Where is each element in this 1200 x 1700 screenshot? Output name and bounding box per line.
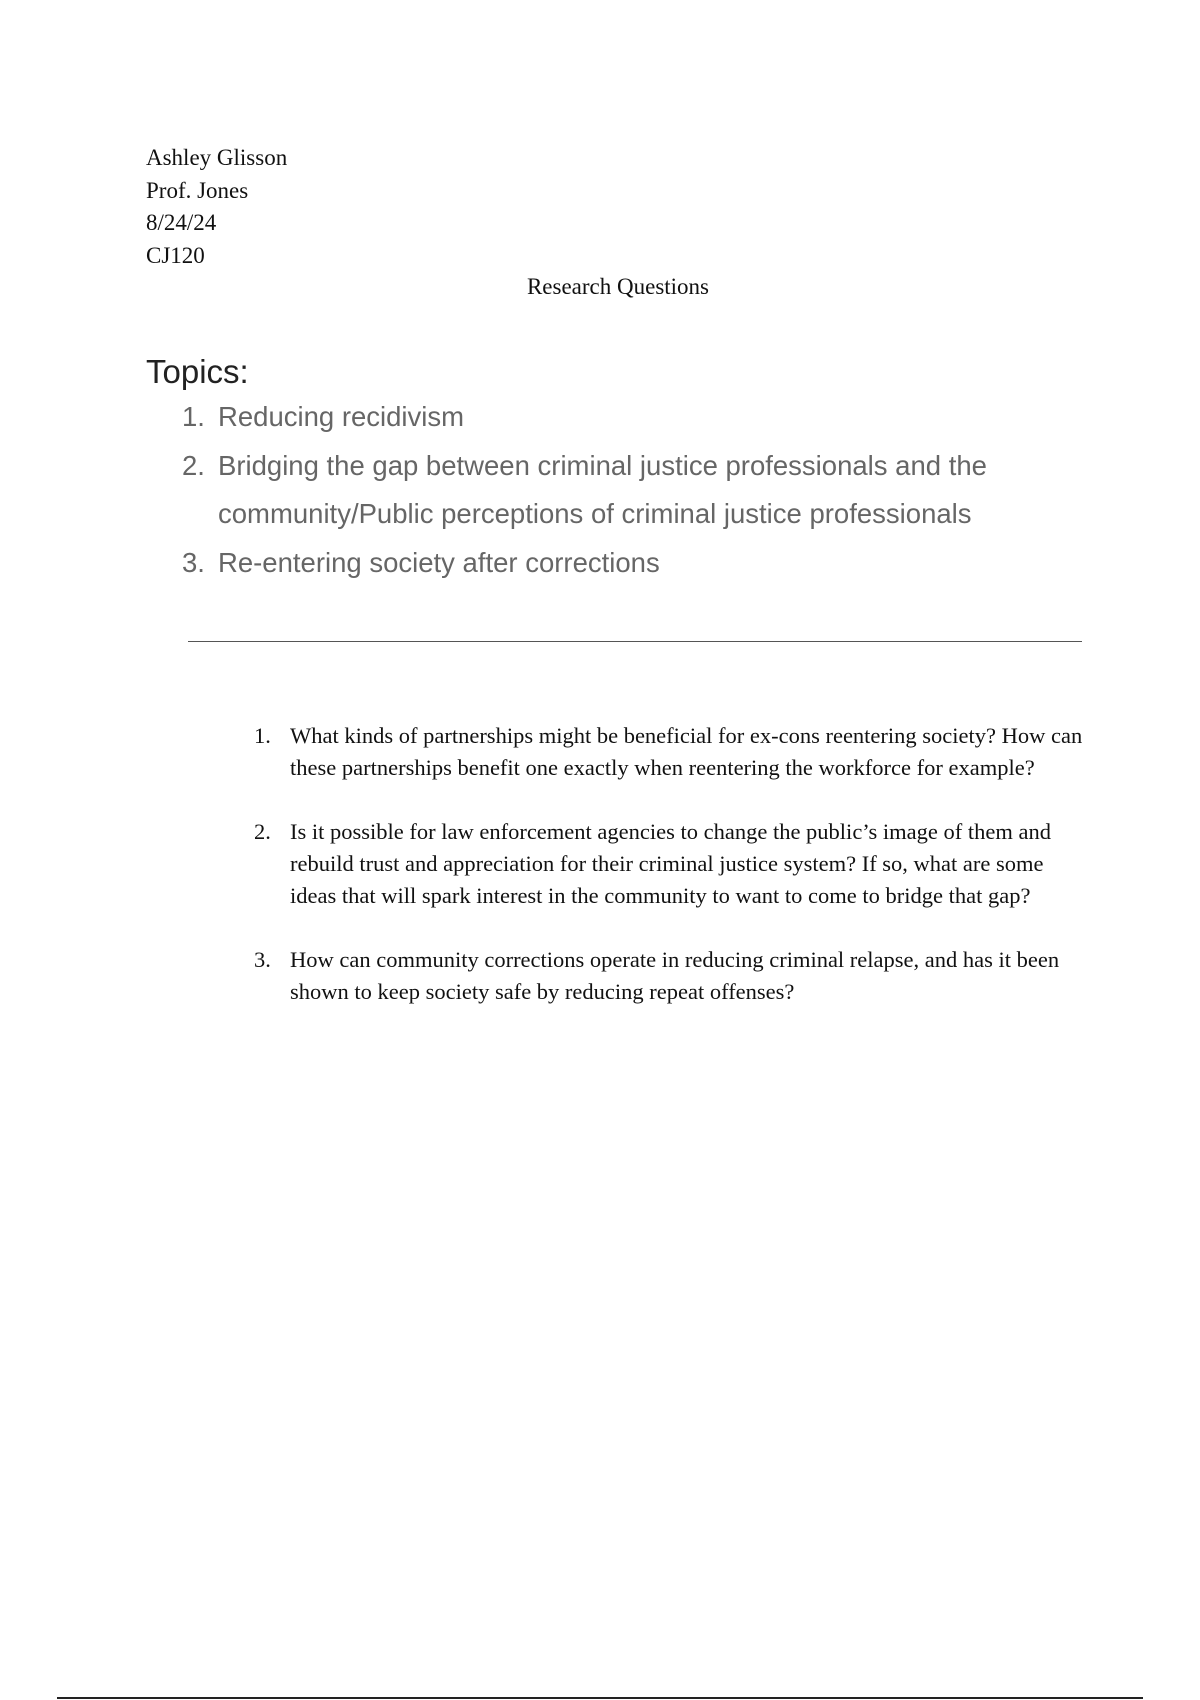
topic-text: Reducing recidivism (218, 401, 465, 432)
footer-rule (57, 1697, 1143, 1699)
course-code: CJ120 (146, 242, 205, 268)
professor-name: Prof. Jones (146, 177, 249, 203)
student-name: Ashley Glisson (146, 145, 288, 170)
topic-number: 2. (182, 449, 205, 481)
question-item (254, 720, 1092, 784)
topic-item (146, 442, 1086, 539)
question-text: What kinds of partnerships might be beneficial for ex-cons reentering society? How can these partnerships benefit one exactly when reentering the workforce for example? (290, 723, 1083, 780)
topic-number: 3. (182, 546, 205, 578)
topic-number: 1. (182, 401, 205, 432)
topic-text: Bridging the gap between criminal justice professionals and the community/Public perceptions of criminal justice professionals (218, 449, 987, 529)
question-item (254, 816, 1092, 912)
question-number: 2. (254, 819, 271, 844)
topic-item (146, 393, 1086, 442)
question-number: 1. (254, 723, 271, 748)
document-title: Research Questions (526, 274, 710, 299)
question-number: 3. (254, 947, 271, 972)
question-item (254, 944, 1092, 1008)
section-divider (188, 641, 1082, 642)
topics-list (146, 393, 1086, 587)
topic-item (146, 539, 1086, 588)
question-text: Is it possible for law enforcement agencies to change the public’s image of them and rebuild trust and appreciation for their criminal justice system? If so, what are some ideas that will spark interest in the community to want to come to bridge that gap? (290, 819, 1052, 908)
questions-list (254, 720, 1092, 1040)
header-block (146, 142, 287, 272)
document-date: 8/24/24 (146, 210, 217, 235)
topics-heading: Topics: (146, 353, 249, 390)
question-text: How can community corrections operate in reducing criminal relapse, and has it been shown to keep society safe by reducing repeat offenses? (290, 947, 1060, 1004)
topic-text: Re-entering society after corrections (218, 546, 660, 578)
